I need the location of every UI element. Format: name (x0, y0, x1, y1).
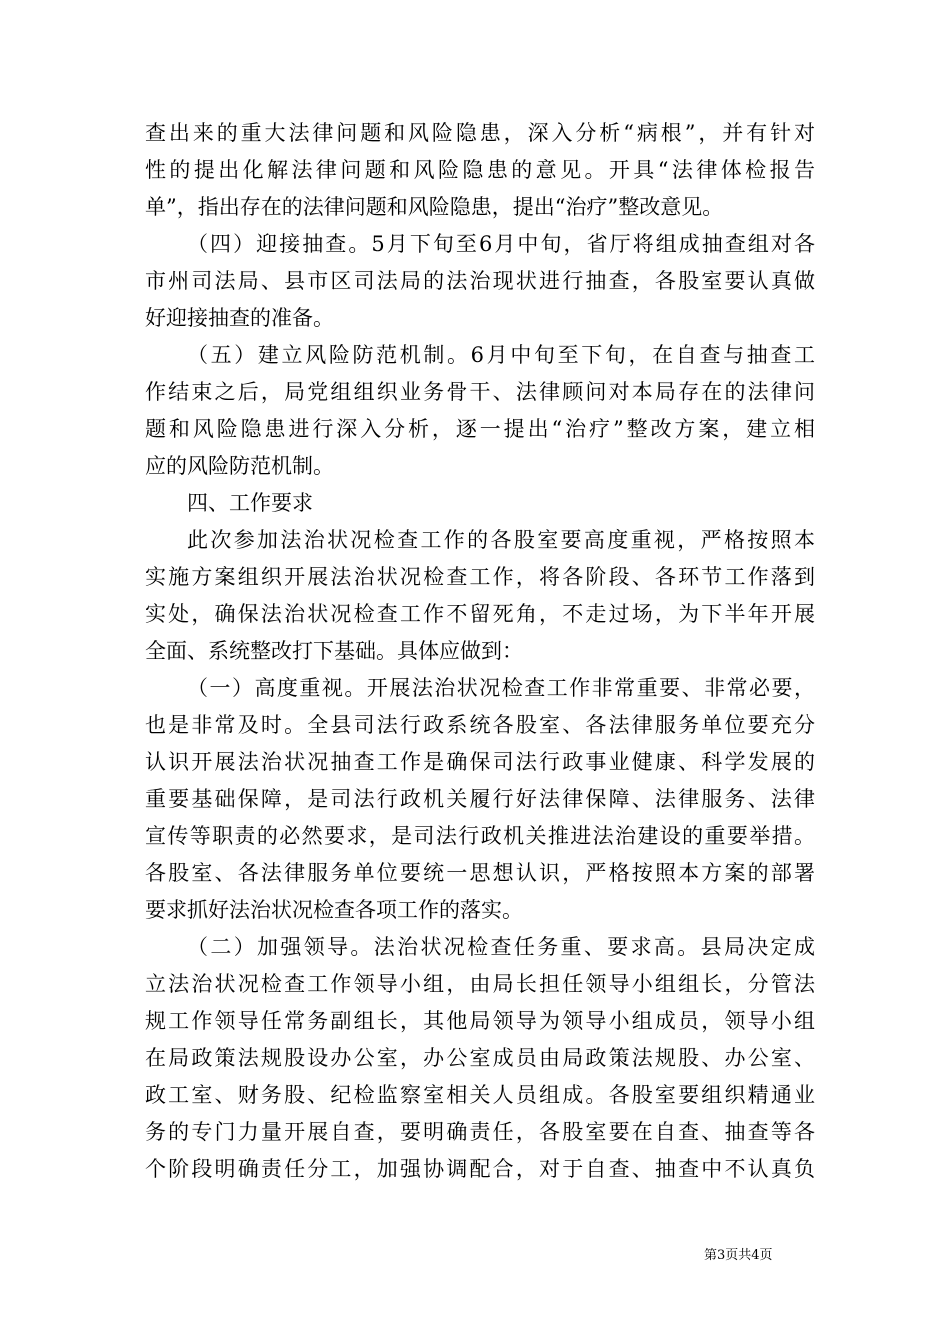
text-line-19: 重要基础保障，是司法行政机关履行好法律保障、法律服务、法律 (145, 787, 815, 811)
text-line-6: 好迎接抽查的准备。 (145, 306, 334, 330)
text-line-3: 单”，指出存在的法律问题和风险隐患，提出“治疗”整改意见。 (145, 195, 724, 219)
text-line-12: 此次参加法治状况检查工作的各股室要高度重视，严格按照本 (187, 528, 815, 552)
text-line-2: 性的提出化解法律问题和风险隐患的意见。开具“法律体检报告 (145, 158, 815, 182)
text-line-13: 实施方案组织开展法治状况检查工作，将各阶段、各环节工作落到 (145, 565, 815, 589)
text-line-20: 宣传等职责的必然要求，是司法行政机关推进法治建设的重要举措。 (145, 824, 815, 848)
text-line-8: 作结束之后，局党组组织业务骨干、法律顾问对本局存在的法律问 (145, 380, 815, 404)
text-line-18: 认识开展法治状况抽查工作是确保司法行政事业健康、科学发展的 (145, 750, 815, 774)
text-line-7: （五）建立风险防范机制。6月中旬至下旬，在自查与抽查工 (187, 343, 815, 367)
text-line-9: 题和风险隐患进行深入分析，逐一提出“治疗”整改方案，建立相 (145, 417, 815, 441)
text-line-17: 也是非常及时。全县司法行政系统各股室、各法律服务单位要充分 (145, 713, 815, 737)
text-line-5: 市州司法局、县市区司法局的法治现状进行抽查，各股室要认真做 (145, 269, 815, 293)
text-line-1: 查出来的重大法律问题和风险隐患，深入分析“病根”，并有针对 (145, 121, 815, 145)
text-line-16: （一）高度重视。开展法治状况检查工作非常重要、非常必要， (187, 676, 815, 700)
text-line-27: 政工室、财务股、纪检监察室相关人员组成。各股室要组织精通业 (145, 1083, 815, 1107)
text-line-25: 规工作领导任常务副组长，其他局领导为领导小组成员，领导小组 (145, 1009, 815, 1033)
page-number: 第3页共4页 (704, 1248, 773, 1263)
document-body (145, 115, 815, 1188)
text-line-4: （四）迎接抽查。5月下旬至6月中旬，省厅将组成抽查组对各 (187, 232, 815, 256)
text-line-21: 各股室、各法律服务单位要统一思想认识，严格按照本方案的部署 (145, 861, 815, 885)
text-line-22: 要求抓好法治状况检查各项工作的落实。 (145, 898, 523, 922)
text-line-28: 务的专门力量开展自查，要明确责任，各股室要在自查、抽查等各 (145, 1120, 815, 1144)
text-line-10: 应的风险防范机制。 (145, 454, 334, 478)
text-line-15: 全面、系统整改打下基础。具体应做到： (145, 639, 523, 663)
text-line-23: （二）加强领导。法治状况检查任务重、要求高。县局决定成 (187, 935, 815, 959)
section-heading: 四、工作要求 (187, 491, 313, 515)
text-line-26: 在局政策法规股设办公室，办公室成员由局政策法规股、办公室、 (145, 1046, 815, 1070)
text-line-24: 立法治状况检查工作领导小组，由局长担任领导小组组长，分管法 (145, 972, 815, 996)
text-line-29: 个阶段明确责任分工，加强协调配合，对于自查、抽查中不认真负 (145, 1157, 815, 1181)
text-line-14: 实处，确保法治状况检查工作不留死角，不走过场，为下半年开展 (145, 602, 815, 626)
